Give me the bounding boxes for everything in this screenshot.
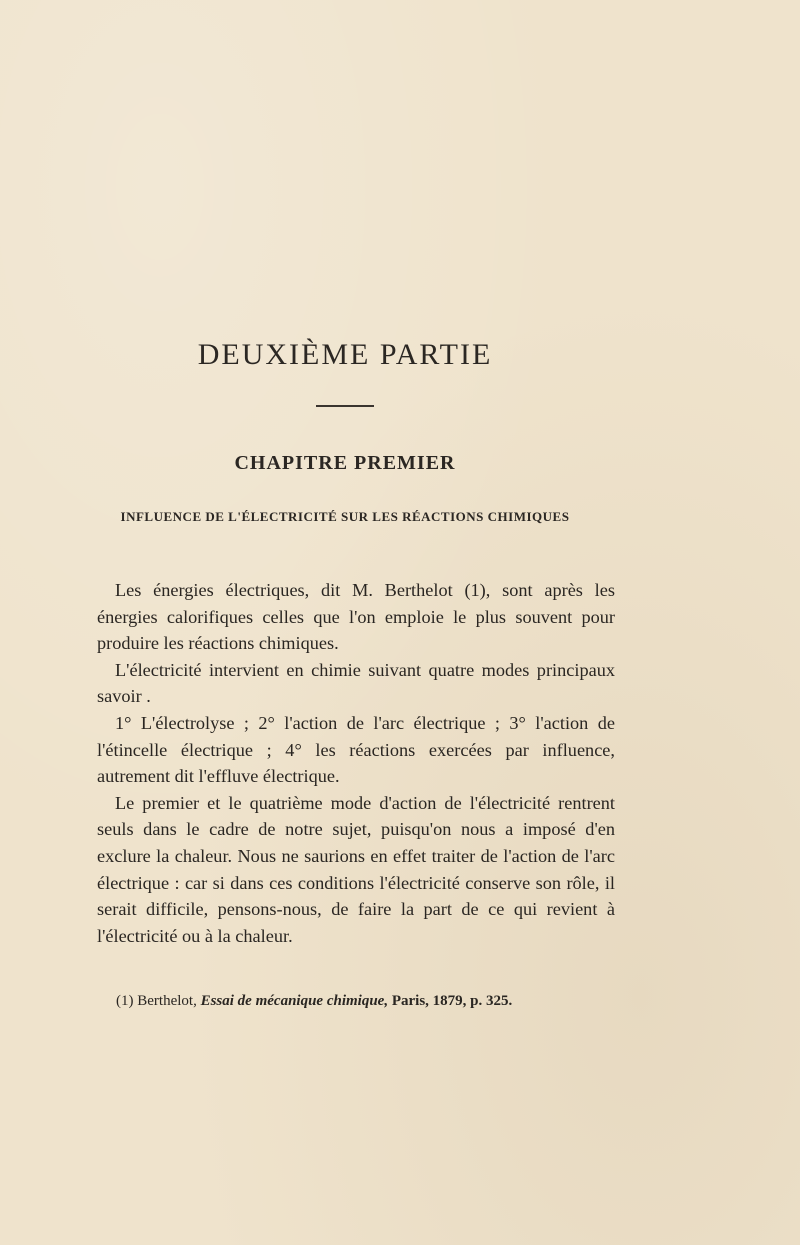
chapter-title: CHAPITRE PREMIER	[234, 452, 456, 474]
title-divider	[316, 405, 374, 407]
chapter-subtitle: INFLUENCE DE L'ÉLECTRICITÉ SUR LES RÉACTIONS CHIMIQUES	[120, 509, 570, 524]
footnote	[116, 993, 636, 1010]
footnote-work-title: Essai de mécanique chimique,	[200, 993, 389, 1009]
footnote-marker: (1)	[116, 993, 134, 1009]
paragraph: L'électricité intervient en chimie suivant quatre modes principaux savoir .	[97, 659, 615, 707]
part-title: DEUXIÈME PARTIE	[197, 338, 493, 371]
paragraph: Les énergies électriques, dit M. Berthelot (1), sont après les énergies calorifiques celles que l'on emploie le plus souvent pour produire les réactions chimiques.	[97, 580, 615, 654]
footnote-author: Berthelot,	[137, 993, 197, 1009]
paragraph: 1° L'électrolyse ; 2° l'action de l'arc électrique ; 3° l'action de l'étincelle électrique ; 4° les réactions exercées par influence, autrement dit l'effluve électrique.	[97, 712, 615, 787]
body-text	[97, 577, 615, 949]
paragraph: Le premier et le quatrième mode d'action de l'électricité rentrent seuls dans le cadre de notre sujet, puisqu'on nous a imposé d'en exclure la chaleur. Nous ne saurions en effet traiter de l'action de l'arc électrique : car si dans ces conditions l'électricité conserve son rôle, il serait difficile, pensons-nous, de faire la part de ce qui revient à l'électricité ou à la chaleur.	[97, 792, 615, 946]
footnote-publication: Paris, 1879, p. 325.	[391, 993, 513, 1009]
